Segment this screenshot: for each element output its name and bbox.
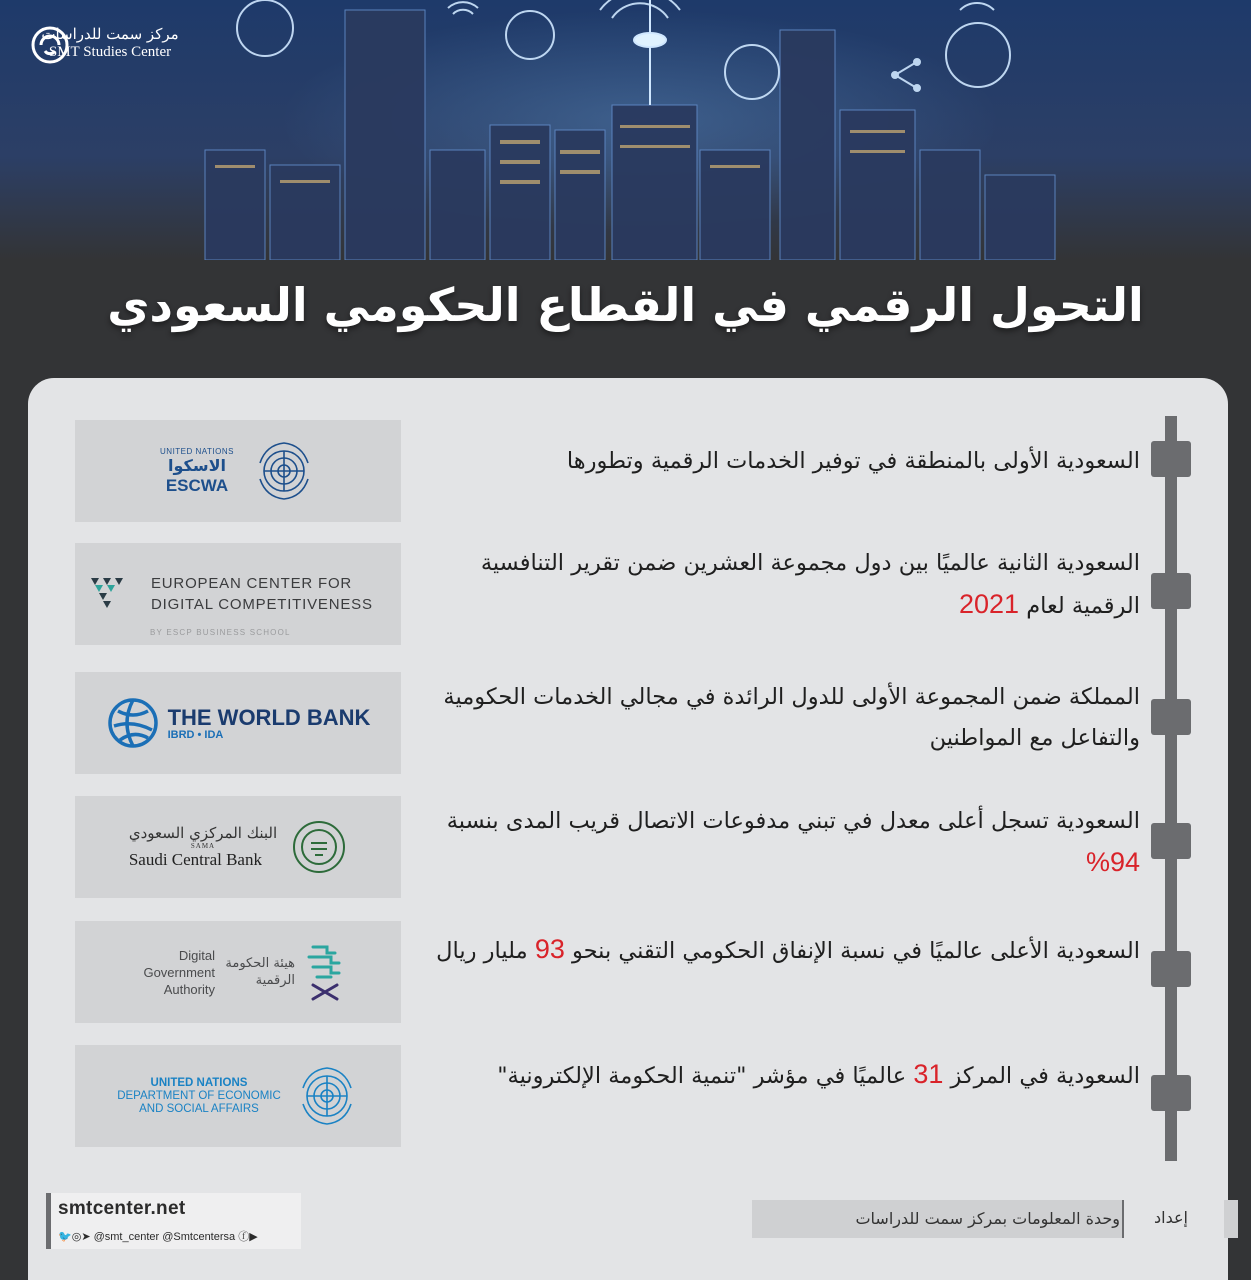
ecdc-triangles-icon bbox=[89, 576, 129, 612]
dga-emblem-icon bbox=[305, 941, 345, 1003]
dga-logo bbox=[75, 921, 401, 1023]
timeline-marker bbox=[1151, 573, 1191, 609]
ecdc-line-2: DIGITAL COMPETITIVENESS bbox=[151, 596, 373, 613]
world-bank-title: THE WORLD BANK bbox=[167, 705, 371, 730]
seal-icon bbox=[291, 819, 347, 875]
fact-2-text: السعودية الثانية عالميًا بين دول مجموعة العشرين ضمن تقرير التنافسية الرقمية لعام bbox=[480, 550, 1140, 619]
fact-6-highlight: 31 bbox=[913, 1059, 944, 1089]
prepared-by-tag bbox=[1122, 1200, 1224, 1238]
undesa-line-2: DEPARTMENT OF ECONOMIC bbox=[117, 1089, 281, 1102]
brand-name-ar: مركز سمت للدراسات bbox=[41, 25, 179, 43]
world-bank-subtitle: IBRD • IDA bbox=[167, 729, 224, 741]
prepared-by-name: وحدة المعلومات بمركز سمت للدراسات bbox=[855, 1209, 1120, 1228]
website-link[interactable]: smtcenter.net bbox=[58, 1198, 186, 1219]
fact-5-text: السعودية الأعلى عالميًا في نسبة الإنفاق الحكومي التقني بنحو bbox=[572, 938, 1140, 964]
prepared-by-label: إعداد bbox=[1154, 1208, 1188, 1227]
fact-5 bbox=[410, 929, 1140, 972]
instagram-icon[interactable]: ◎ bbox=[71, 1231, 82, 1243]
scb-name-en: Saudi Central Bank bbox=[128, 850, 262, 869]
telegram-icon[interactable]: ➤ bbox=[81, 1231, 91, 1243]
fact-4 bbox=[410, 801, 1140, 885]
un-emblem-icon bbox=[295, 1064, 359, 1128]
fact-4-text: السعودية تسجل أعلى معدل في تبني مدفوعات الاتصال قريب المدى بنسبة bbox=[446, 808, 1140, 834]
timeline-marker bbox=[1151, 1075, 1191, 1111]
undesa-line-1: UNITED NATIONS bbox=[150, 1076, 248, 1089]
world-bank-logo bbox=[75, 672, 401, 774]
ecdc-logo bbox=[75, 543, 401, 645]
social-handles[interactable] bbox=[58, 1228, 258, 1244]
youtube-icon[interactable]: ▶ bbox=[249, 1231, 258, 1243]
fact-3-text: المملكة ضمن المجموعة الأولى للدول الرائدة في مجالي الخدمات الحكومية والتفاعل مع المواطنين bbox=[443, 684, 1140, 751]
fact-6-text-after: عالميًا في مؤشر "تنمية الحكومة الإلكترونية" bbox=[497, 1063, 907, 1089]
dga-name-en: Digital Government Authority bbox=[143, 947, 215, 997]
fact-4-highlight: 94% bbox=[1085, 847, 1140, 877]
timeline-marker bbox=[1151, 951, 1191, 987]
escwa-ar-label: الاسكوا bbox=[168, 455, 226, 475]
ecdc-subtitle: BY ESCP BUSINESS SCHOOL bbox=[150, 628, 291, 637]
twitter-icon[interactable]: 🐦 bbox=[58, 1231, 72, 1243]
timeline-line bbox=[1165, 416, 1177, 1161]
undesa-line-3: AND SOCIAL AFFAIRS bbox=[139, 1102, 259, 1115]
escwa-un-label: UNITED NATIONS bbox=[160, 446, 234, 456]
timeline-marker bbox=[1151, 441, 1191, 477]
escwa-en-label: ESCWA bbox=[165, 475, 229, 495]
brand-logo bbox=[30, 25, 190, 61]
prepared-by-bar bbox=[752, 1200, 1238, 1238]
footer-contact bbox=[46, 1193, 301, 1249]
un-emblem-icon bbox=[252, 439, 316, 503]
fact-6-text: السعودية في المركز bbox=[950, 1063, 1140, 1089]
social-handles-text: @smt_center @Smtcentersa bbox=[93, 1231, 236, 1243]
page-title: التحول الرقمي في القطاع الحكومي السعودي bbox=[107, 278, 1144, 332]
fact-3 bbox=[410, 677, 1140, 759]
facebook-icon[interactable]: ⓕ bbox=[238, 1231, 250, 1243]
brand-name-en: SMT Studies Center bbox=[48, 44, 172, 60]
globe-icon bbox=[106, 696, 160, 750]
saudi-central-bank-logo bbox=[75, 796, 401, 898]
dga-name-ar: هيئة الحكومة الرقمية bbox=[225, 956, 295, 988]
fact-1-text: السعودية الأولى بالمنطقة في توفير الخدمات الرقمية وتطورها bbox=[566, 448, 1140, 474]
scb-sama-label: SAMA bbox=[190, 842, 216, 850]
timeline-marker bbox=[1151, 699, 1191, 735]
undesa-logo bbox=[75, 1045, 401, 1147]
ecdc-line-1: EUROPEAN CENTER FOR bbox=[151, 575, 353, 592]
fact-2 bbox=[410, 543, 1140, 627]
escwa-logo bbox=[75, 420, 401, 522]
smt-logo-icon bbox=[30, 25, 70, 65]
fact-5-highlight: 93 bbox=[534, 934, 565, 964]
fact-1 bbox=[410, 441, 1140, 482]
fact-5-text-after: مليار ريال bbox=[436, 938, 528, 964]
fact-2-highlight: 2021 bbox=[958, 589, 1020, 619]
header-banner bbox=[0, 0, 1251, 260]
timeline-marker bbox=[1151, 823, 1191, 859]
fact-6 bbox=[410, 1054, 1140, 1097]
scb-name-ar: البنك المركزي السعودي bbox=[128, 824, 278, 842]
